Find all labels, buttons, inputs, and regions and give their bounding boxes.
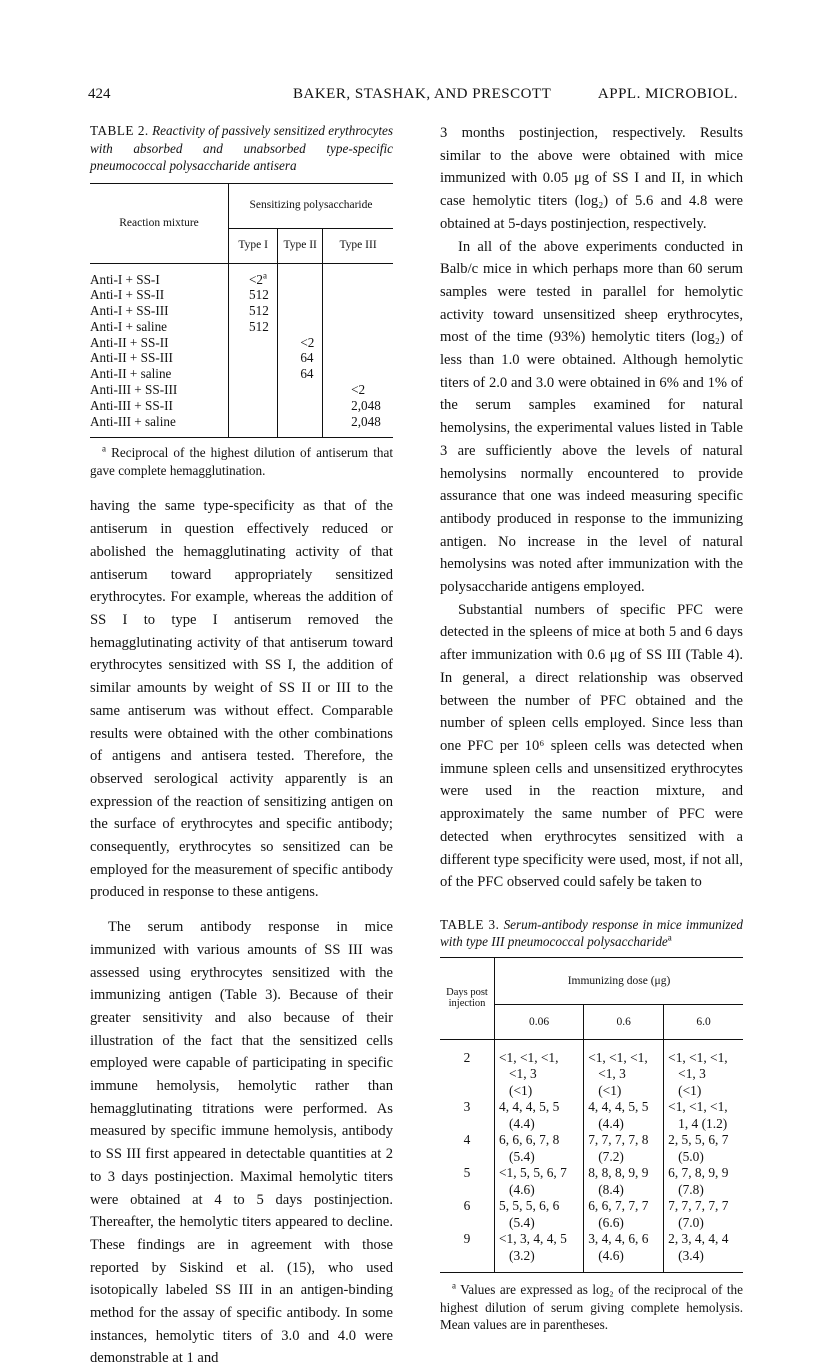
table3-cell-line: <1, 3: [678, 1066, 706, 1082]
table2-cell-type-iii: 2,048: [351, 397, 381, 413]
table2-cell-type-i: [229, 414, 278, 430]
table3-cell-line: (7.2): [598, 1148, 624, 1164]
table3-cell-dose-2: [584, 1132, 664, 1165]
table3-cell-day: 2: [440, 1039, 495, 1099]
table3-cell-line: 3, 4, 4, 6, 6: [588, 1231, 649, 1247]
table3-cell-dose-2: [584, 1039, 664, 1099]
table2: [90, 183, 393, 438]
table2-cell-type-iii: [323, 335, 393, 351]
table3-cell-line: (3.4): [678, 1247, 704, 1263]
table2-cell-mixture: Anti-I + saline: [90, 319, 229, 335]
table3-cell-line: <1, 3: [509, 1066, 537, 1082]
page-number: 424: [88, 86, 111, 102]
table3-cell-dose-1: [495, 1231, 584, 1264]
table2-cell-type-ii: [278, 319, 323, 335]
table3-cell-dose-1: [495, 1099, 584, 1132]
table2-cell-mixture: Anti-I + SS-I: [90, 263, 229, 287]
table3-cell-line: 7, 7, 7, 7, 7: [668, 1198, 729, 1214]
table2-cell-mixture: Anti-I + SS-II: [90, 287, 229, 303]
table3-cell-line: 5, 5, 5, 6, 6: [499, 1198, 560, 1214]
table3-col-days: Days post injection: [440, 957, 495, 1039]
table3-cell-line: (7.0): [678, 1214, 704, 1230]
table2-cell-type-iii: [323, 319, 393, 335]
table2-cell-type-ii: <2: [278, 335, 323, 351]
table3-cell-dose-1: [495, 1039, 584, 1099]
table3-cell-dose-3: [664, 1198, 743, 1231]
table3-cell-dose-1: [495, 1165, 584, 1198]
table3-footnote-text: Values are expressed as log₂ of the reciprocal of the highest dilution of serum giving complete hemolysis. Mean values are in parentheses.: [440, 1282, 744, 1333]
table3-cell-line: <1, <1, <1,: [668, 1099, 728, 1115]
right-paragraph-1: 3 months postinjection, respectively. Results similar to the above were obtained with mice immunized with 0.05 μg of SS I and II, in which case hemolytic titers (log₂) of 5.6 and 4.8 were obtained at 5-days postinjection, respectively.: [440, 125, 743, 232]
table3-cell-line: 7, 7, 7, 7, 8: [588, 1132, 649, 1148]
table2-col-type-iii: Type III: [323, 228, 393, 263]
table3-cell-line: (4.4): [509, 1115, 535, 1131]
left-paragraph-1: having the same type-specificity as that of the antiserum in question effectively reduced or abolished the hemagglutinating activity of that antiserum toward appropriately sensitized erythrocytes. For example, whereas the addition of SS I to type I antiserum removed the hemagglutinating activity of that antiserum toward erythrocytes sensitized with SS I, the addition of similar amounts by weight of SS II or III to the same antiserum was without effect. Comparable results were obtained with the other combinations of antigens and antisera tested. Therefore, the observed serological activity apparently is an expression of the reaction of sensitizing antigen on the surface of erythrocytes and specific antibody; consequently, erythrocytes so sensitized can be employed for the measurement of specific antibody produced in response to these antigens.: [90, 498, 393, 901]
table2-col-reaction: Reaction mixture: [90, 183, 229, 263]
table3-cell-line: 6, 6, 6, 7, 8: [499, 1132, 560, 1148]
table2-cell-type-iii: [323, 287, 393, 303]
table3-cell-line: (6.6): [598, 1214, 624, 1230]
table3-col-dose-1: 0.06: [495, 1004, 584, 1039]
table3-caption-mark: a: [667, 933, 672, 944]
table3-col-group: Immunizing dose (μg): [495, 957, 744, 1004]
table2-cell-type-iii: <2: [351, 382, 366, 398]
table3-cell-dose-2: [584, 1198, 664, 1231]
table3-cell-line: <1, 3: [598, 1066, 626, 1082]
table3: [440, 957, 743, 1273]
table2-col-type-ii: Type II: [278, 228, 323, 263]
table3-cell-line: (8.4): [598, 1181, 624, 1197]
right-paragraph-3: Substantial numbers of specific PFC were detected in the spleens of mice at both 5 and 6 days after immunization with 0.6 μg of SS III (Table 4). In general, a direct relationship was observed between the number of PFC obtained and the number of spleen cells employed. Since less than one PFC per 10⁶ spleen cells was detected when immune spleen cells and unsensitized erythrocytes were used in the reaction mixture, and approximately the same number of PFC were detected when erythrocytes sensitized with a different type specificity were used, most, if not all, of the PFC observed could safely be taken to: [440, 601, 743, 891]
table3-cell-dose-2: [584, 1165, 664, 1198]
table2-cell-mixture: Anti-II + saline: [90, 366, 229, 382]
table3-cell-line: 1, 4 (1.2): [678, 1115, 728, 1131]
table2-cell-type-ii: 64: [278, 350, 323, 366]
table3-cell-day: 5: [440, 1165, 495, 1198]
table3-cell-line: 8, 8, 8, 9, 9: [588, 1165, 649, 1181]
table2-cell-type-ii: [278, 382, 323, 398]
table2-caption-text: Reactivity of passively sensitized erythrocytes with absorbed and unabsorbed type-specific pneumococcal polysaccharide antisera: [90, 123, 393, 173]
table3-cell-line: 6, 6, 7, 7, 7: [588, 1198, 649, 1214]
table2-cell-type-i: 512: [229, 319, 278, 335]
table2-label: TABLE 2.: [90, 123, 149, 138]
table3-cell-line: 4, 4, 4, 5, 5: [588, 1099, 649, 1115]
table2-cell-mixture: Anti-III + SS-II: [90, 398, 229, 414]
table2-footnote: [90, 444, 393, 479]
table2-cell-mixture: Anti-I + SS-III: [90, 303, 229, 319]
table3-row: [440, 1099, 743, 1132]
table2-row: [90, 263, 393, 287]
table2-cell-type-ii: [278, 303, 323, 319]
journal-abbrev: APPL. MICROBIOL.: [597, 86, 738, 102]
table2-cell-type-i: [229, 335, 278, 351]
table2-row: [90, 287, 393, 303]
table2-cell-type-i: [229, 366, 278, 382]
right-column: [440, 122, 743, 1334]
table2-cell-type-ii: [278, 263, 323, 287]
table2-cell-type-ii: [278, 414, 323, 430]
table3-cell-line: 4, 4, 4, 5, 5: [499, 1099, 560, 1115]
table3-cell-line: 6, 7, 8, 9, 9: [668, 1165, 729, 1181]
table3-cell-line: (5.4): [509, 1214, 535, 1230]
table2-row: [90, 303, 393, 319]
table2-cell-type-i: [229, 382, 278, 398]
table2-cell-type-ii: 64: [278, 366, 323, 382]
table3-footnote: [440, 1281, 743, 1334]
table3-caption: [440, 916, 743, 951]
table3-cell-line: (3.2): [509, 1247, 535, 1263]
table2-body: [90, 263, 393, 437]
table2-row: [90, 319, 393, 335]
table3-cell-line: <1, <1, <1,: [499, 1049, 559, 1065]
table2-cell-type-iii: [323, 303, 393, 319]
table2-cell-mixture: Anti-II + SS-III: [90, 350, 229, 366]
table2-caption: [90, 122, 393, 175]
table2-cell-type-i: [229, 350, 278, 366]
table3-cell-dose-3: [664, 1231, 743, 1264]
table2-cell-type-i: $<2^a$: [229, 263, 278, 287]
table3-row: [440, 1198, 743, 1231]
table3-cell-line: (4.6): [509, 1181, 535, 1197]
table2-cell-type-iii: 2,048: [351, 413, 381, 429]
table2-cell-type-i: 512: [229, 287, 278, 303]
table3-cell-day: 6: [440, 1198, 495, 1231]
left-column: [90, 122, 393, 1370]
running-authors: BAKER, STASHAK, AND PRESCOTT: [293, 86, 552, 102]
table3-cell-day: 4: [440, 1132, 495, 1165]
table3-footnote-mark: a: [452, 1281, 456, 1292]
table3-body: [440, 1039, 743, 1272]
table3-cell-dose-2: [584, 1099, 664, 1132]
table2-row: [90, 335, 393, 351]
table3-cell-dose-1: [495, 1132, 584, 1165]
table3-col-dose-3: 6.0: [664, 1004, 743, 1039]
table3-cell-dose-1: [495, 1198, 584, 1231]
running-header: [88, 86, 738, 110]
table3-cell-line: (<1): [598, 1082, 622, 1098]
table2-footnote-text: Reciprocal of the highest dilution of antiserum that gave complete hemagglutination.: [90, 445, 394, 478]
table3-cell-line: 2, 5, 5, 6, 7: [668, 1132, 729, 1148]
table2-cell-footnote-mark: a: [263, 270, 268, 281]
table2-col-type-i: Type I: [229, 228, 278, 263]
table2-row: [90, 366, 393, 382]
table3-cell-line: <1, <1, <1,: [588, 1049, 648, 1065]
table2-row: [90, 414, 393, 430]
table3-cell-line: (4.6): [598, 1247, 624, 1263]
table3-cell-line: <1, <1, <1,: [668, 1049, 728, 1065]
table3-cell-line: <1, 5, 5, 6, 7: [499, 1165, 567, 1181]
table2-cell-type-ii: [278, 398, 323, 414]
table2-row: [90, 382, 393, 398]
table2-cell-type-ii: [278, 287, 323, 303]
table2-cell-type-i: [229, 398, 278, 414]
table3-cell-line: (<1): [509, 1082, 533, 1098]
table2-cell-type-i: 512: [229, 303, 278, 319]
table3-row: [440, 1039, 743, 1099]
table2-cell-mixture: Anti-III + saline: [90, 414, 229, 430]
table3-caption-text: Serum-antibody response in mice immunized with type III pneumococcal polysaccharide: [440, 916, 743, 950]
table2-cell-type-iii: [323, 263, 393, 287]
table3-cell-line: (<1): [678, 1082, 702, 1098]
table3-cell-day: 3: [440, 1099, 495, 1132]
table3-label: TABLE 3.: [440, 916, 500, 932]
table2-footnote-mark: a: [102, 444, 106, 455]
table3-row: [440, 1165, 743, 1198]
table3-cell-day: 9: [440, 1231, 495, 1264]
table2-cell-mixture: Anti-II + SS-II: [90, 335, 229, 351]
table3-cell-dose-3: [664, 1132, 743, 1165]
table3-cell-dose-2: [584, 1231, 664, 1264]
table3-cell-line: 2, 3, 4, 4, 4: [668, 1231, 729, 1247]
table2-cell-type-iii: [323, 350, 393, 366]
table3-cell-line: (5.0): [678, 1148, 704, 1164]
table2-row: [90, 398, 393, 414]
table3-cell-line: (7.8): [678, 1181, 704, 1197]
table3-row: [440, 1231, 743, 1264]
table2-cell-type-iii: [323, 366, 393, 382]
table3-col-dose-2: 0.6: [584, 1004, 664, 1039]
table3-cell-line: (4.4): [598, 1115, 624, 1131]
table2-cell-mixture: Anti-III + SS-III: [90, 382, 229, 398]
table3-cell-dose-3: [664, 1099, 743, 1132]
table3-cell-line: (5.4): [509, 1148, 535, 1164]
table2-col-group: Sensitizing polysaccharide: [229, 183, 394, 228]
left-paragraph-2: The serum antibody response in mice immunized with various amounts of SS III was assessed using erythrocytes sensitized with the immunizing antigen (Table 3). Because of their greater sensitivity and also because of their illustration of the fact that the sensitized cells employed were capable of participating in specific immune hemolysis, hemolytic rather than hemagglutinating titrations were performed. As measured by specific immune hemolysis, antibody to SS III first appeared in detectable quantities at 2 to 3 days postinjection. Maximal hemolytic titers were obtained at 4 to 5 days postinjection. Thereafter, the hemolytic titers appeared to decline. These findings are in agreement with those reported by Siskind et al. (15), who used isotopically labeled SS III in an antigen-binding method for the assay of specific antibody. In some instances, hemolytic titers of 3.0 and 4.0 were demonstrable at 1 and: [90, 919, 393, 1367]
right-paragraph-2: In all of the above experiments conducted in Balb/c mice in which perhaps more than 60 serum samples were tested in parallel for hemolytic activity toward unsensitized sheep erythrocytes, most of the time (93%) hemolytic titers (log₂) of less than 1.0 were obtained. Although hemolytic titers of 2.0 and 3.0 were obtained in 6% and 1% of the serum samples examined for natural hemolysins, the experimental values listed in Table 3 are sufficiently above the levels of natural hemolysins normally encountered to provide assurance that one was indeed measuring specific antibody produced in response to the immunizing antigen. No increase in the level of natural hemolysins was noted after immunization with the polysaccharide antigens employed.: [440, 238, 743, 596]
table2-row: [90, 350, 393, 366]
table3-cell-line: <1, 3, 4, 4, 5: [499, 1231, 567, 1247]
table3-cell-dose-3: [664, 1165, 743, 1198]
table3-row: [440, 1132, 743, 1165]
table3-cell-dose-3: [664, 1039, 743, 1099]
